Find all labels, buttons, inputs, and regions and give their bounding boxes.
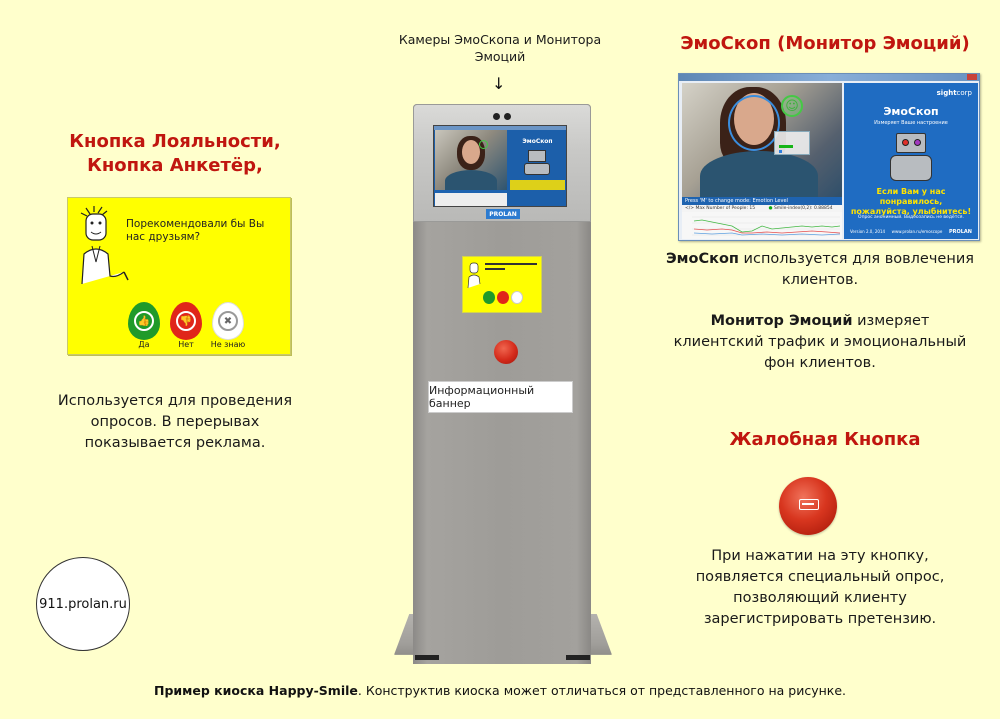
panel-subtitle: Измеряет Ваше настроение	[874, 120, 948, 126]
website-url[interactable]: 911.prolan.ru	[39, 596, 127, 612]
no-label: Нет	[178, 340, 194, 349]
cartoon-surveyor-icon	[76, 206, 132, 296]
feedback-icon	[799, 499, 819, 510]
camera-label-line: Камеры ЭмоСкопа и Монитора	[398, 32, 602, 47]
close-icon[interactable]	[967, 74, 977, 80]
robot-eye	[914, 139, 921, 146]
cta-line: Если Вам у нас понравилось,	[876, 187, 946, 206]
kiosk-screen-chart	[435, 190, 507, 207]
emoscope-panel	[844, 83, 978, 239]
answer-no[interactable]	[168, 302, 204, 349]
robot-icon	[528, 150, 546, 162]
emotion-stats-box	[774, 131, 810, 155]
thumbs-up-icon: 👍	[134, 311, 154, 331]
brand-normal: corp	[956, 89, 972, 97]
robot-icon	[896, 133, 926, 153]
panel-footer	[850, 229, 972, 235]
dont-know-button[interactable]	[511, 291, 523, 304]
person-shoulders	[445, 170, 497, 192]
kiosk-head	[413, 104, 591, 222]
answer-yes[interactable]	[126, 302, 162, 349]
description-line: опросов. В перерывах	[90, 414, 260, 430]
info-banner-label: Информационный баннер	[429, 384, 535, 410]
loyalty-button-title	[30, 130, 320, 178]
description-line: Используется для проведения	[57, 393, 293, 409]
kiosk-foot	[566, 655, 590, 660]
kiosk-screen-camera-feed	[435, 130, 507, 190]
yes-button[interactable]	[128, 302, 160, 340]
description-line: появляется специальный опрос,	[695, 569, 945, 585]
happiness-bar	[779, 145, 793, 148]
emoscope-title: ЭмоСкоп (Монитор Эмоций)	[680, 33, 970, 54]
sightcorp-logo	[937, 89, 972, 97]
title-line: Кнопка Лояльности,	[69, 131, 281, 152]
kiosk-screen-cta	[510, 180, 565, 190]
chart-header	[435, 190, 507, 193]
description-line: клиентский трафик и эмоциональный	[673, 334, 967, 350]
robot-body-icon	[890, 155, 932, 181]
kiosk-screen-title: ЭмоСкоп	[522, 138, 553, 145]
emotion-monitor-description	[652, 311, 988, 374]
camera-icon	[504, 113, 511, 120]
question-text-line	[485, 263, 537, 265]
title-line: Кнопка Анкетёр,	[87, 155, 263, 176]
complaint-description	[660, 546, 980, 630]
description-line: позволяющий клиенту	[733, 590, 907, 606]
yes-label: Да	[138, 340, 150, 349]
status-dot-icon: ●	[768, 206, 773, 211]
emoscope-window	[678, 73, 980, 241]
mode-status-bar: Press 'M' to change mode: Emotion Level	[682, 197, 842, 205]
panel-logo: PROLAN	[948, 229, 972, 235]
desc-text: используется для вовлечения	[738, 251, 974, 267]
no-button[interactable]	[497, 291, 509, 304]
panel-version: Version 2.0, 2014	[850, 229, 886, 234]
footer-text: . Конструктив киоска может отличаться от представленного на рисунке.	[357, 683, 846, 698]
face-detection-ring	[728, 95, 780, 151]
brand-bold: sight	[936, 89, 957, 97]
answer-dont-know[interactable]	[210, 302, 246, 349]
kiosk-logo: PROLAN	[486, 209, 520, 219]
panel-title: ЭмоСкоп	[883, 105, 939, 118]
camera-icon	[493, 113, 500, 120]
desc-text: измеряет	[852, 313, 930, 329]
down-arrow-icon: ↓	[492, 74, 506, 93]
monitor-bold: Монитор Эмоций	[710, 313, 853, 329]
kiosk-survey-screen[interactable]	[462, 256, 542, 313]
emotion-chart	[682, 212, 842, 239]
website-url-badge[interactable]	[36, 557, 130, 651]
description-line: фон клиентов.	[764, 355, 876, 371]
description-line: При нажатии на эту кнопку,	[711, 548, 929, 564]
emoscope-description	[652, 249, 988, 291]
no-button[interactable]	[170, 302, 202, 340]
max-people: </> Max Number of People: 15	[685, 206, 756, 211]
footer-caption	[0, 683, 1000, 698]
kiosk-complaint-button[interactable]	[494, 340, 518, 364]
emoscope-bold: ЭмоСкоп	[666, 251, 739, 267]
window-titlebar	[679, 74, 979, 81]
dont-know-button[interactable]	[212, 302, 244, 340]
kiosk-screen-panel	[508, 130, 567, 207]
description-line: клиентов.	[781, 272, 859, 288]
kiosk-screen	[433, 125, 567, 207]
camera-label-line: Эмоций	[474, 49, 526, 64]
info-bar	[682, 205, 842, 212]
complaint-button[interactable]	[779, 477, 837, 535]
description-line	[652, 311, 988, 332]
info-banner	[428, 381, 573, 413]
x-icon: ✖	[218, 311, 238, 331]
smiley-icon	[479, 140, 488, 149]
thumbs-down-icon: 👎	[176, 311, 196, 331]
survey-answer-buttons	[126, 302, 246, 349]
panel-url: www.prolan.ru/emoscope	[891, 229, 943, 234]
cartoon-surveyor-icon	[466, 260, 484, 290]
yes-button[interactable]	[483, 291, 495, 304]
description-line	[652, 249, 988, 270]
dont-know-label: Не знаю	[210, 340, 246, 349]
footer-bold: Пример киоска Happy-Smile	[154, 683, 358, 698]
cta-line: пожалуйста, улыбнитесь!	[850, 207, 972, 216]
smiley-icon: ☺	[781, 95, 803, 117]
question-text-line	[485, 268, 505, 270]
description-line: зарегистрировать претензию.	[703, 611, 937, 627]
complaint-button-title: Жалобная Кнопка	[729, 429, 921, 450]
robot-eye	[902, 139, 909, 146]
robot-body-icon	[524, 163, 550, 175]
loyalty-description	[25, 391, 325, 454]
surprise-bar	[779, 150, 782, 153]
survey-screen	[67, 197, 291, 355]
survey-question: Порекомендовали бы Вы нас друзьям?	[126, 218, 265, 243]
description-line: показывается реклама.	[84, 435, 266, 451]
person-shoulders	[700, 151, 818, 197]
camera-label	[370, 31, 630, 65]
person-face	[462, 140, 480, 164]
smile-index: Smile-index(0,2): 0.88854	[773, 206, 833, 211]
panel-call-to-action	[844, 187, 978, 217]
kiosk-foot	[415, 655, 439, 660]
panel-anonymity-note: Опрос анонимный. Видеозапись не ведётся.	[858, 215, 964, 220]
camera-feed	[682, 83, 842, 197]
